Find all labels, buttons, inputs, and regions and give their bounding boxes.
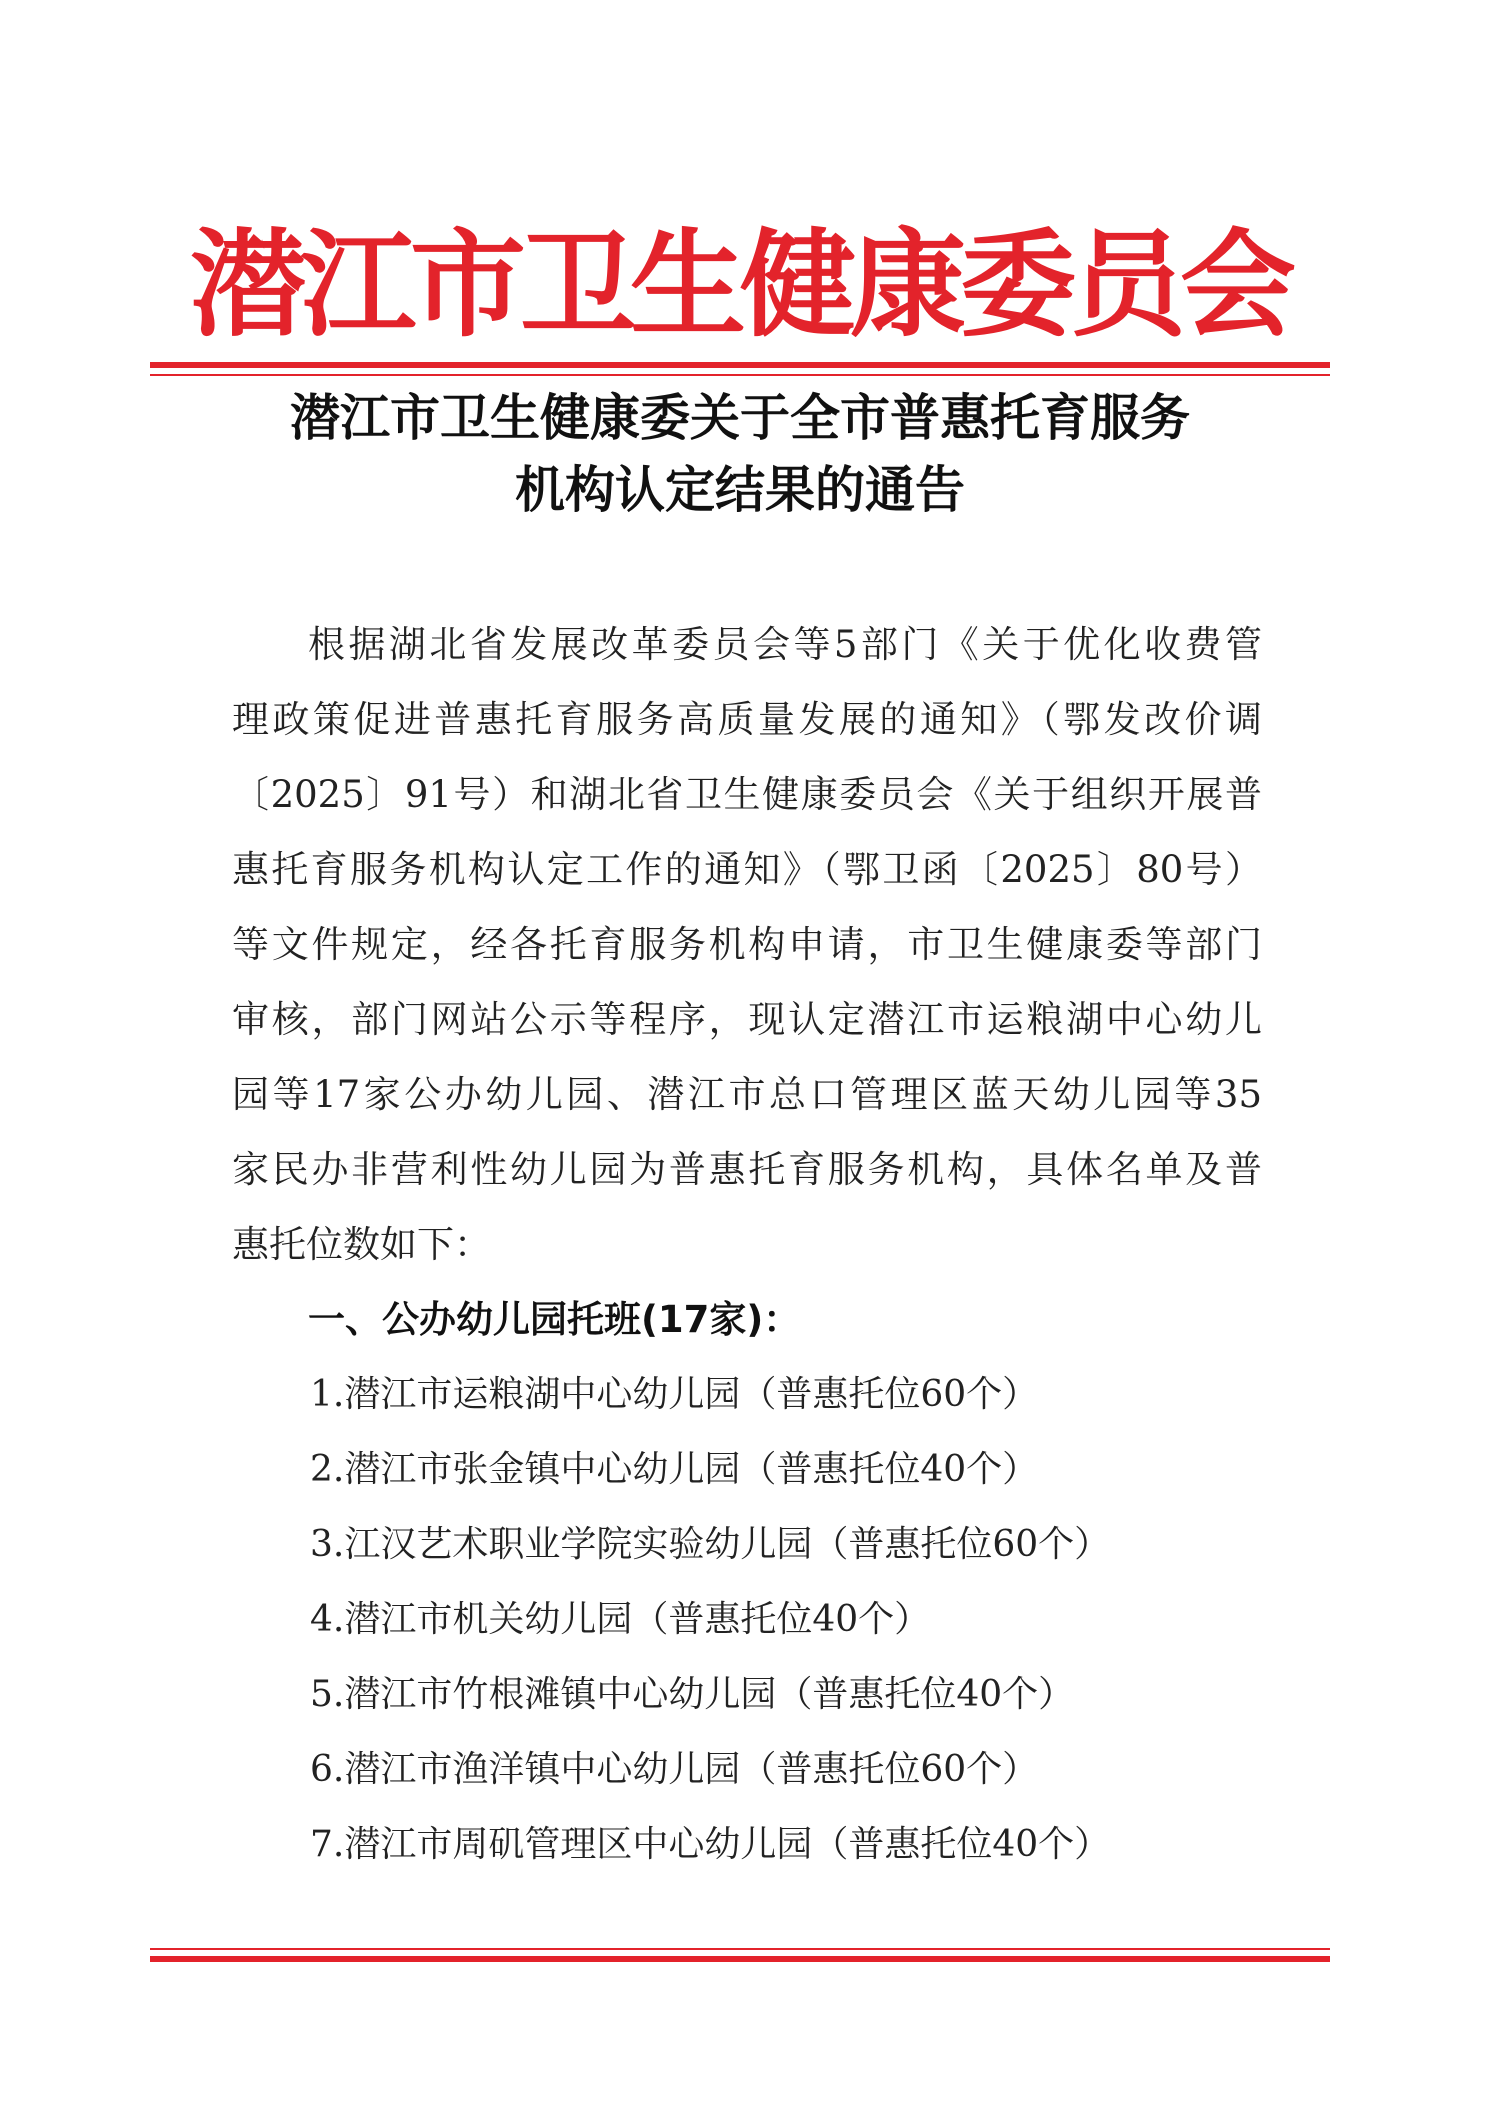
list-item: 4.潜江市机关幼儿园（普惠托位40个）	[310, 1599, 931, 1640]
header-rule-thick	[150, 362, 1330, 368]
body-paragraph-line: 理政策促进普惠托育服务高质量发展的通知》（鄂发改价调	[232, 698, 1262, 741]
body-paragraph-line: 根据湖北省发展改革委员会等5部门《关于优化收费管	[308, 623, 1262, 666]
list-item: 3.江汉艺术职业学院实验幼儿园（普惠托位60个）	[310, 1524, 1111, 1565]
body-paragraph-line: 等文件规定，经各托育服务机构申请，市卫生健康委等部门	[232, 923, 1262, 966]
list-item: 2.潜江市张金镇中心幼儿园（普惠托位40个）	[310, 1449, 1039, 1490]
body-paragraph-line: 审核，部门网站公示等程序，现认定潜江市运粮湖中心幼儿	[232, 998, 1262, 1041]
organization-header: 潜江市卫生健康委员会	[190, 217, 1290, 353]
document-title-line-1: 潜江市卫生健康委关于全市普惠托育服务	[290, 388, 1190, 447]
list-item: 6.潜江市渔洋镇中心幼儿园（普惠托位60个）	[310, 1749, 1039, 1790]
list-item: 5.潜江市竹根滩镇中心幼儿园（普惠托位40个）	[310, 1674, 1075, 1715]
body-paragraph-line: 〔2025〕91号）和湖北省卫生健康委员会《关于组织开展普	[232, 773, 1262, 816]
body-paragraph-line: 惠托位数如下：	[232, 1223, 491, 1266]
footer-rule-thick	[150, 1956, 1330, 1962]
body-paragraph-line: 园等17家公办幼儿园、潜江市总口管理区蓝天幼儿园等35	[232, 1073, 1262, 1116]
body-paragraph-line: 家民办非营利性幼儿园为普惠托育服务机构，具体名单及普	[232, 1148, 1262, 1191]
header-rule-thin	[150, 374, 1330, 376]
document-title-line-2: 机构认定结果的通告	[515, 460, 965, 519]
section-heading: 一、公办幼儿园托班(17家)：	[308, 1298, 801, 1341]
body-paragraph-line: 惠托育服务机构认定工作的通知》（鄂卫函〔2025〕80号）	[232, 848, 1262, 891]
list-item: 1.潜江市运粮湖中心幼儿园（普惠托位60个）	[310, 1374, 1039, 1415]
footer-rule-thin	[150, 1948, 1330, 1950]
list-item: 7.潜江市周矶管理区中心幼儿园（普惠托位40个）	[310, 1824, 1111, 1865]
